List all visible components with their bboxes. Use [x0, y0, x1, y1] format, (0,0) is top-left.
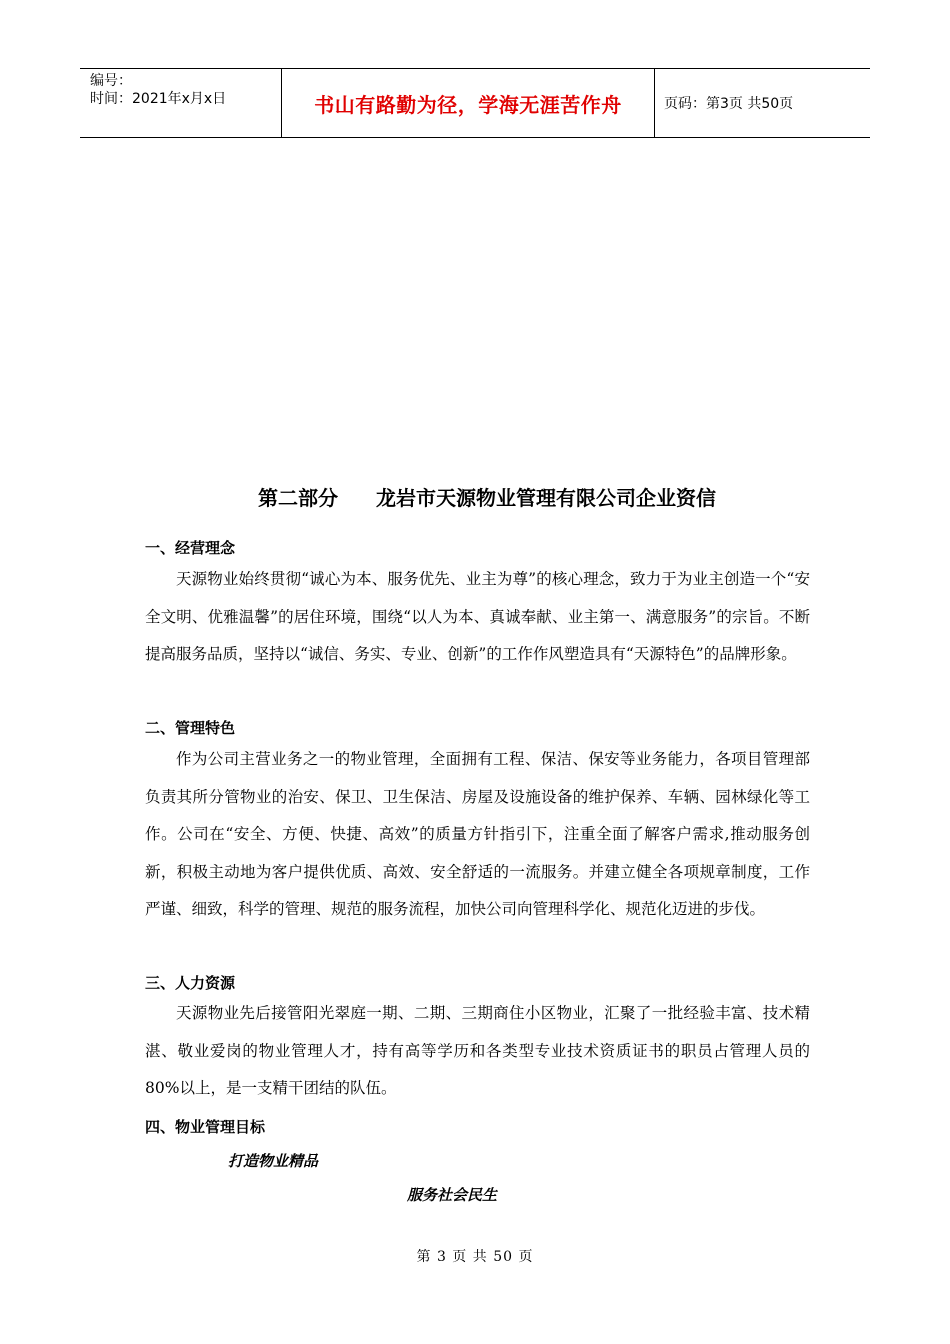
header-info-cell	[80, 69, 282, 137]
section-heading-management: 二、管理特色	[145, 719, 236, 737]
section-heading-philosophy: 一、经营理念	[145, 539, 236, 557]
title-company: 龙岩市天源物业管理有限公司企业资信	[376, 486, 716, 510]
section-heading-hr: 三、人力资源	[145, 974, 236, 992]
goal-item: 服务社会民生	[407, 1186, 498, 1204]
page-header	[80, 68, 870, 138]
page-title	[258, 482, 716, 511]
section-text-management: 作为公司主营业务之一的物业管理，全面拥有工程、保洁、保安等业务能力，各项目管理部负责其所分管物业的治安、保卫、卫生保洁、房屋及设施设备的维护保养、车辆、园林绿化等工作。公司在“安全、方便、快捷、高效”的质量方针指引下，注重全面了解客户需求,推动服务创新，积极主动地为客户提供优质、高效、安全舒适的一流服务。并建立健全各项规章制度，工作严谨、细致，科学的管理、规范的服务流程，加快公司向管理科学化、规范化迈进的步伐。	[145, 750, 810, 918]
section-text-philosophy: 天源物业始终贯彻“诚心为本、服务优先、业主为尊”的核心理念，致力于为业主创造一个“安全文明、优雅温馨”的居住环境，围绕“以人为本、真诚奉献、业主第一、满意服务”的宗旨。不断提高服务品质，坚持以“诚信、务实、专业、创新”的工作作风塑造具有“天源特色”的品牌形象。	[145, 570, 810, 663]
section-heading-goals: 四、物业管理目标	[145, 1118, 266, 1136]
header-page-cell	[655, 69, 870, 137]
section-text-hr: 天源物业先后接管阳光翠庭一期、二期、三期商住小区物业，汇聚了一批经验丰富、技术精湛、敬业爱岗的物业管理人才，持有高等学历和各类型专业技术资质证书的职员占管理人员的80%以上，是一支精干团结的队伍。	[145, 1004, 810, 1097]
header-motto-cell	[282, 69, 655, 137]
document-date: 时间：2021年x月x日	[90, 91, 227, 107]
goal-item: 打造物业精品	[228, 1152, 319, 1170]
title-part: 第二部分	[258, 486, 338, 510]
page-footer: 第 3 页 共 50 页	[416, 1249, 534, 1265]
header-page-info: 页码：第3页 共50页	[664, 96, 794, 112]
document-number: 编号：	[90, 73, 132, 89]
header-motto: 书山有路勤为径，学海无涯苦作舟	[314, 92, 622, 117]
